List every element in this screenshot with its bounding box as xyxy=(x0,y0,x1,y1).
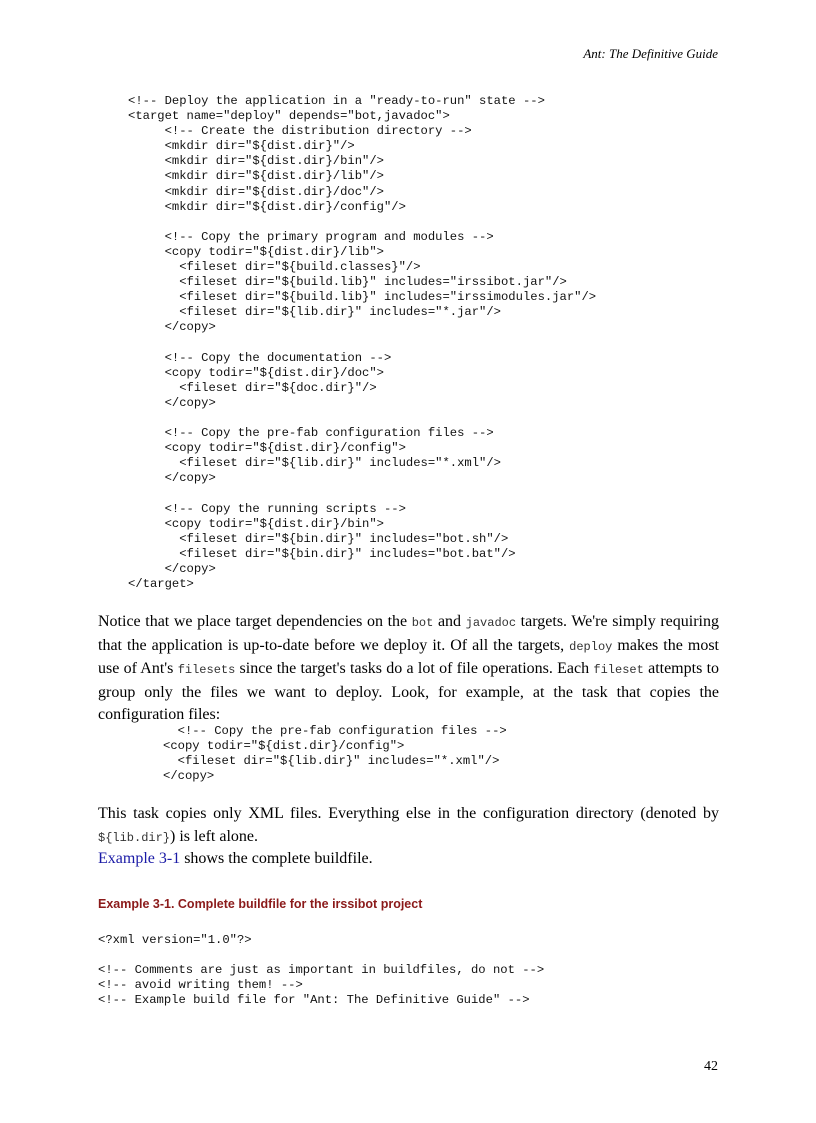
paragraph-example-ref xyxy=(98,848,719,871)
text-run: Notice that we place target dependencies on the xyxy=(98,613,412,630)
text-run: and xyxy=(433,613,466,630)
inline-code-deploy: deploy xyxy=(569,639,613,654)
running-header: Ant: The Definitive Guide xyxy=(583,46,718,61)
text-run: since the target's tasks do a lot of file operations. Each xyxy=(235,660,594,677)
paragraph-xml-only xyxy=(98,803,719,849)
inline-code-filesets: filesets xyxy=(177,663,236,677)
inline-code-fileset: fileset xyxy=(593,663,644,677)
inline-code-javadoc: javadoc xyxy=(465,616,517,630)
text-run: targets. We're simply requiring that the application is up-to-date before we deploy it. Of all the targets, xyxy=(98,613,720,654)
example-caption: Example 3-1. Complete buildfile for the irssibot project xyxy=(98,897,423,911)
code-block-buildfile-start: <?xml version="1.0"?> <!-- Comments are just as important in buildfiles, do not --> <!-- avoid writing them! --> <!-- Example build file for "Ant: The Definitive Guide" --> xyxy=(98,933,545,1008)
code-block-config-copy: <!-- Copy the pre-fab configuration files --> <copy todir="${dist.dir}/config"> <fileset dir="${lib.dir}" includes="*.xml"/> </copy> xyxy=(163,724,507,784)
text-run: attempts to group only the files we want to deploy. Look, for example, at the task that copies the configuration files: xyxy=(98,660,720,723)
text-run: This task copies only XML files. Everything else in the configuration directory (denoted by xyxy=(98,805,719,822)
code-block-deploy-target: <!-- Deploy the application in a "ready-to-run" state --> <target name="deploy" depends="bot,javadoc"> <!-- Create the distribution directory --> <mkdir dir="${dist.dir}"/> <mkdir dir="${dist.dir}/bin"/> <mkdir dir="${dist.dir}/lib"/> <mkdir dir="${dist.dir}/doc"/> <mkdir dir="${dist.dir}/config"/> <!-- Copy the primary program and modules --> <copy todir="${dist.dir}/lib"> <fileset dir="${build.classes}"/> <fileset dir="${build.lib}" includes="irssibot.jar"/> <fileset dir="${build.lib}" includes="irssimodules.jar"/> <fileset dir="${lib.dir}" includes="*.jar"/> </copy> <!-- Copy the documentation --> <copy todir="${dist.dir}/doc"> <fileset dir="${doc.dir}"/> </copy> <!-- Copy the pre-fab configuration files --> <copy todir="${dist.dir}/config"> <fileset dir="${lib.dir}" includes="*.xml"/> </copy> <!-- Copy the running scripts --> <copy todir="${dist.dir}/bin"> <fileset dir="${bin.dir}" includes="bot.sh"/> <fileset dir="${bin.dir}" includes="bot.bat"/> </copy> </target> xyxy=(128,94,597,591)
inline-code-bot: bot xyxy=(411,616,434,630)
inline-code-lib-dir: ${lib.dir} xyxy=(98,830,171,845)
text-run: shows the complete buildfile. xyxy=(180,850,373,867)
paragraph-notice xyxy=(98,611,719,727)
page-number: 42 xyxy=(704,1059,718,1074)
text-run: ) is left alone. xyxy=(170,827,258,845)
text-run: makes the most use of Ant's xyxy=(98,636,719,677)
example-link[interactable]: Example 3-1 xyxy=(98,850,181,867)
